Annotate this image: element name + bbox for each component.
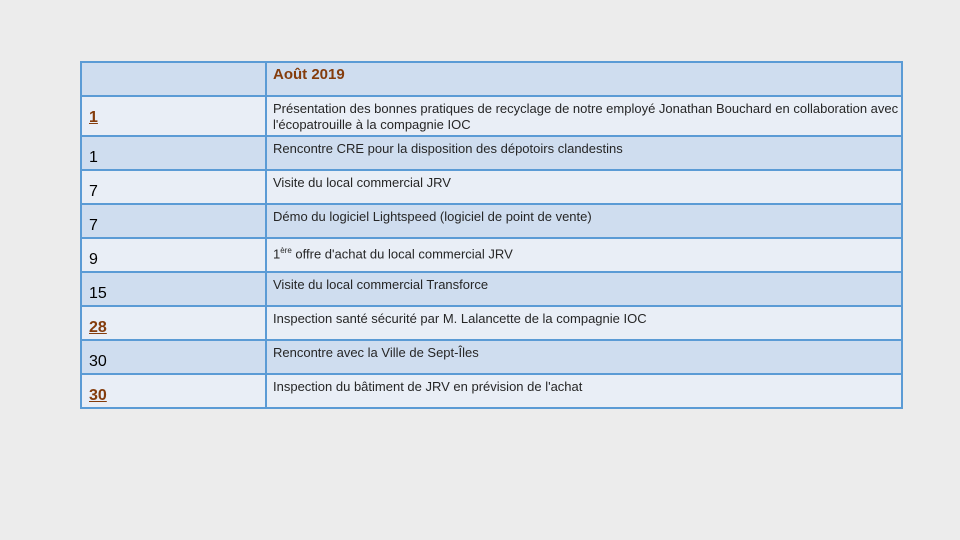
table-row	[81, 306, 902, 340]
event-cell: Démo du logiciel Lightspeed (logiciel de point de vente)	[266, 204, 902, 238]
table-row	[81, 238, 902, 272]
table-row	[81, 170, 902, 204]
event-cell: Inspection du bâtiment de JRV en prévision de l'achat	[266, 374, 902, 408]
day-cell: 9	[81, 238, 266, 272]
day-cell: 7	[81, 204, 266, 238]
day-cell	[81, 306, 266, 340]
event-text-prefix: 1	[273, 246, 281, 262]
day-cell: 7	[81, 170, 266, 204]
day-cell: 30	[81, 340, 266, 374]
day-cell: 1	[81, 136, 266, 170]
event-cell: Rencontre avec la Ville de Sept-Îles	[266, 340, 902, 374]
event-cell: Présentation des bonnes pratiques de recyclage de notre employé Jonathan Bouchard en collaboration avec l'écopatrouille à la compagnie IOC	[266, 96, 902, 136]
table-row	[81, 340, 902, 374]
event-cell: Visite du local commercial JRV	[266, 170, 902, 204]
table-header-row	[81, 62, 902, 96]
event-cell: Visite du local commercial Transforce	[266, 272, 902, 306]
event-cell: Rencontre CRE pour la disposition des dépotoirs clandestins	[266, 136, 902, 170]
event-text-rest: offre d'achat du local commercial JRV	[291, 246, 513, 262]
table-row	[81, 204, 902, 238]
day-cell	[81, 374, 266, 408]
header-month-cell: Août 2019	[266, 62, 902, 96]
header-day-cell	[81, 62, 266, 96]
day-link[interactable]: 1	[89, 109, 98, 126]
event-cell: Inspection santé sécurité par M. Lalancette de la compagnie IOC	[266, 306, 902, 340]
table-row	[81, 136, 902, 170]
day-link[interactable]: 28	[89, 319, 107, 336]
event-cell	[266, 238, 902, 272]
table-row	[81, 272, 902, 306]
day-cell: 15	[81, 272, 266, 306]
table-row	[81, 374, 902, 408]
agenda-table	[80, 61, 903, 409]
day-cell	[81, 96, 266, 136]
event-text-sup: ère	[280, 246, 292, 255]
table-row	[81, 96, 902, 136]
day-link[interactable]: 30	[89, 387, 107, 404]
